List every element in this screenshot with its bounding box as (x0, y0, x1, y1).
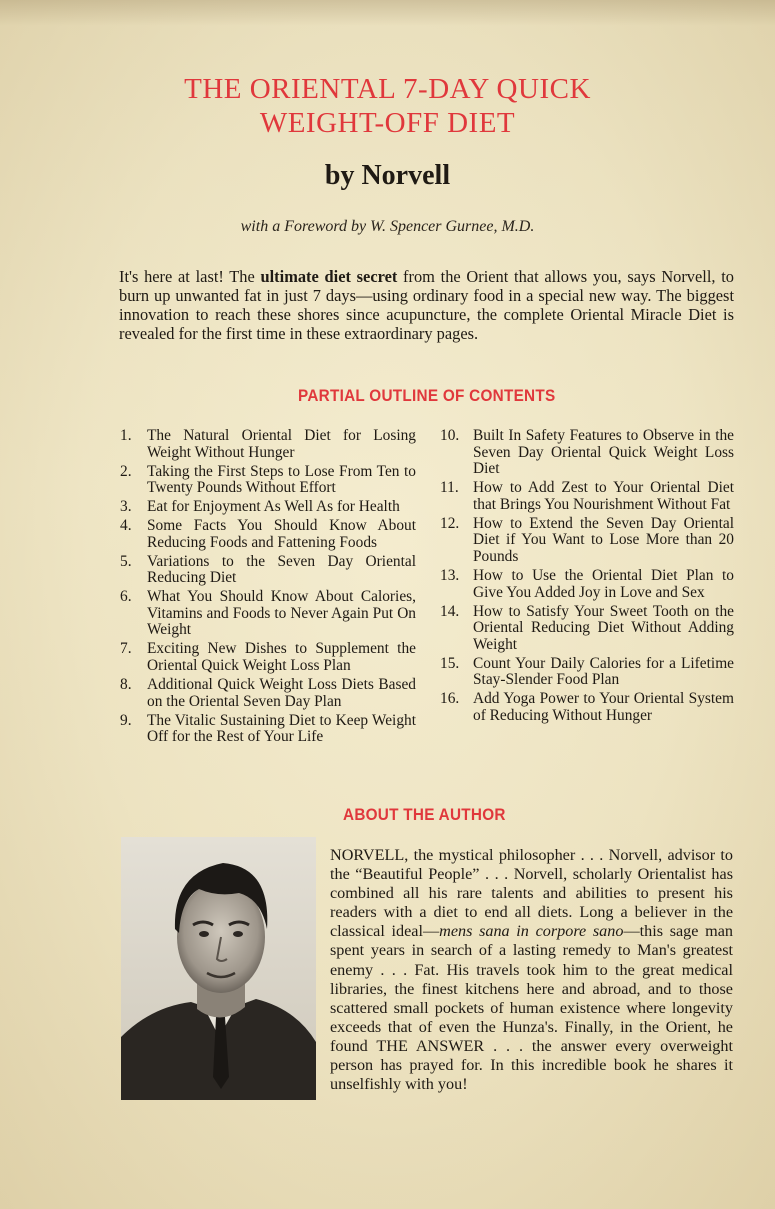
item-number: 15. (440, 654, 460, 672)
item-text: Taking the First Steps to Lose From Ten to Twenty Pounds Without Effort (147, 462, 416, 497)
contents-column-right (440, 428, 734, 727)
book-title-line-2: WEIGHT-OFF DIET (259, 107, 516, 139)
contents-column-left (120, 428, 416, 748)
contents-item (120, 554, 416, 587)
item-text: Exciting New Dishes to Supplement the Oriental Quick Weight Loss Plan (147, 640, 416, 675)
item-number: 10. (440, 427, 460, 444)
item-text: Count Your Daily Calories for a Lifetime Stay-Slender Food Plan (473, 654, 734, 689)
contents-item (440, 516, 734, 566)
item-number: 12. (440, 514, 460, 532)
item-number: 8. (120, 676, 132, 694)
item-number: 14. (440, 602, 460, 620)
bio-text-end: —this sage man spent years in search of a lasting remedy to Man's greatest enemy . . . Fat. His travels took him to the great medical libraries, the finest kitchens here and abroad, and to those scattered small pockets of human existence where longevity exceeds that of even the Hunza's. Finally, in the Orient, he found THE ANSWER . . . the answer every overweight person has prayed for. In this incredible book he shares it unselfishly with you! (330, 922, 733, 1094)
item-text: How to Extend the Seven Day Oriental Diet if You Want to Lose More than 20 Pounds (473, 514, 734, 565)
contents-item (120, 589, 416, 639)
item-number: 3. (120, 498, 132, 516)
worn-top-edge (0, 0, 775, 26)
item-number: 13. (440, 566, 460, 584)
item-number: 16. (440, 690, 460, 708)
item-text: Variations to the Seven Day Oriental Reducing Diet (147, 552, 416, 587)
contents-item (120, 499, 416, 516)
contents-item (120, 677, 416, 710)
author-bio (330, 846, 733, 1094)
book-title (60, 72, 715, 140)
item-number: 6. (120, 588, 132, 606)
bio-text-start: NORVELL, the mystical philosopher . . . Norvell, advisor to the “Beautiful People” . . . Norvell, scholarly Orientalist has combined all his rare talents and abilities to present his readers with a diet to end all diets. Long a believer in the classical ideal— (330, 846, 733, 941)
contents-item (440, 428, 734, 478)
item-text: What You Should Know About Calories, Vitamins and Foods to Never Again Put On Weight (147, 588, 416, 639)
item-text: Additional Quick Weight Loss Diets Based on the Oriental Seven Day Plan (147, 676, 416, 710)
contents-item (440, 568, 734, 601)
contents-item (120, 428, 416, 461)
contents-item (440, 480, 734, 513)
contents-item (120, 713, 416, 746)
item-text: The Vitalic Sustaining Diet to Keep Weight Off for the Rest of Your Life (147, 711, 416, 746)
item-number: 5. (120, 552, 132, 570)
intro-text-start: It's here at last! The (119, 267, 261, 286)
about-author-heading: ABOUT THE AUTHOR (343, 805, 506, 824)
item-text: The Natural Oriental Diet for Losing Weight Without Hunger (147, 427, 416, 461)
contents-item (440, 691, 734, 724)
item-number: 7. (120, 640, 132, 658)
item-number: 11. (440, 479, 459, 497)
item-number: 1. (120, 427, 132, 444)
contents-item (120, 518, 416, 551)
contents-item (440, 604, 734, 654)
item-number: 9. (120, 711, 132, 729)
intro-paragraph (119, 267, 734, 343)
item-text: Add Yoga Power to Your Oriental System of Reducing Without Hunger (473, 690, 734, 724)
item-text: How to Use the Oriental Diet Plan to Give You Added Joy in Love and Sex (473, 566, 734, 601)
item-text: How to Add Zest to Your Oriental Diet that Brings You Nourishment Without Fat (473, 479, 734, 513)
bio-italic-phrase: mens sana in corpore sano (439, 922, 624, 941)
book-title-line-1: THE ORIENTAL 7-DAY QUICK (184, 73, 591, 105)
author-photo (121, 837, 316, 1100)
author-portrait-image (121, 837, 316, 1100)
intro-text-end: from the Orient that allows you, says Norvell, to burn up unwanted fat in just 7 days—using ordinary food in a special new way. The biggest innovation to reach these shores since acupuncture, the complete Oriental Miracle Diet is revealed for the first time in these extraordinary pages. (119, 267, 734, 343)
contents-heading: PARTIAL OUTLINE OF CONTENTS (298, 386, 556, 405)
contents-item (120, 641, 416, 674)
item-text: Some Facts You Should Know About Reducing Foods and Fattening Foods (147, 517, 416, 551)
contents-item (120, 464, 416, 497)
item-number: 4. (120, 517, 132, 535)
item-text: Eat for Enjoyment As Well As for Health (147, 498, 400, 516)
item-text: How to Satisfy Your Sweet Tooth on the Oriental Reducing Diet Without Adding Weight (473, 602, 734, 653)
item-text: Built In Safety Features to Observe in the Seven Day Oriental Quick Weight Loss Diet (473, 427, 734, 478)
item-number: 2. (120, 462, 132, 480)
intro-bold-phrase: ultimate diet secret (260, 267, 398, 286)
foreword-credit: with a Foreword by W. Spencer Gurnee, M.D. (240, 218, 535, 235)
author-line: by Norvell (324, 160, 451, 191)
contents-item (440, 656, 734, 689)
